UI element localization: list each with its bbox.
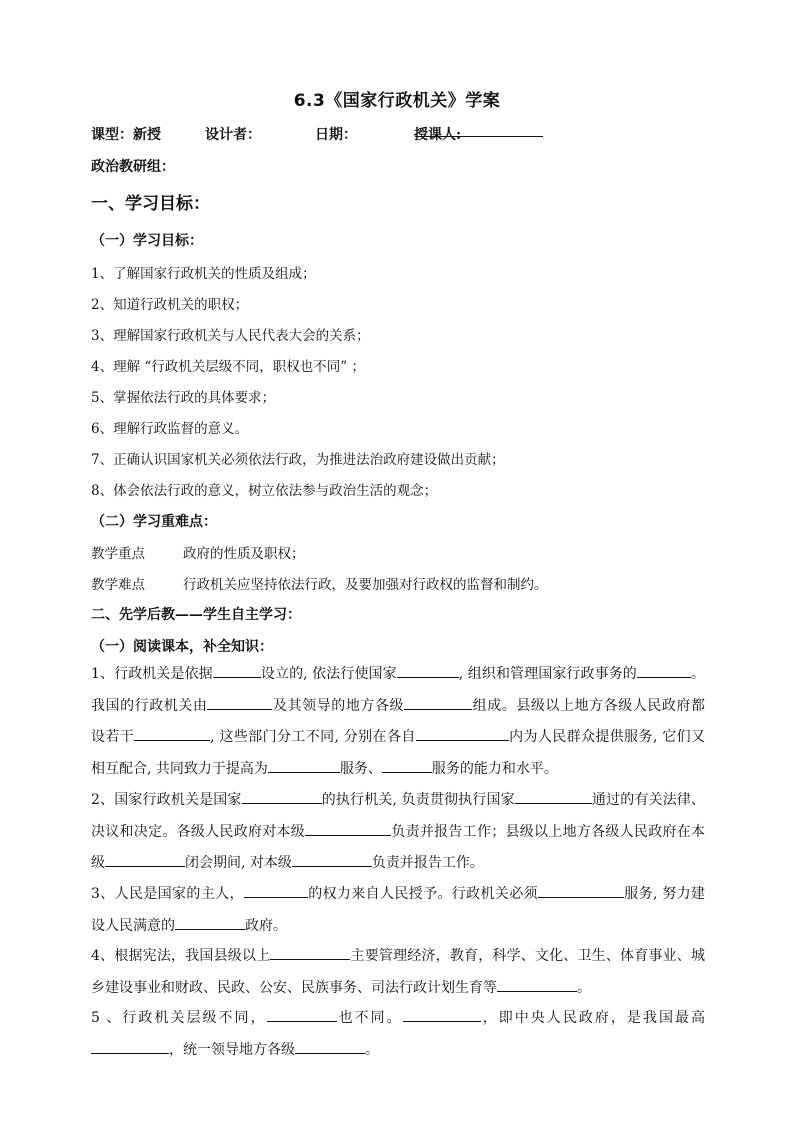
paragraph-line <box>91 754 705 786</box>
text-run: 我国的行政机关由 <box>91 697 208 714</box>
text-run: 负责并报告工作；县级以上地方各级人民政府在本 <box>391 823 706 840</box>
text-run: , 组织和管理国家行政事务的 <box>458 666 637 682</box>
fill-blank[interactable] <box>404 695 472 710</box>
text-run: 服务、 <box>339 760 382 777</box>
text-run: 设人民满意的 <box>91 917 175 934</box>
goal-item: 5、掌握依法行政的具体要求； <box>91 390 276 406</box>
key-point-text: 政府的性质及职权； <box>183 546 305 562</box>
text-run: 级 <box>91 855 105 871</box>
fill-blank[interactable] <box>244 883 308 898</box>
teacher-blank <box>415 124 543 137</box>
text-run: 设若干 <box>91 729 135 745</box>
group-label: 政治教研组： <box>91 159 175 175</box>
fill-paragraph-1 <box>91 659 705 785</box>
text-run: 决议和决定。各级人民政府对本级 <box>91 823 306 840</box>
text-run: ，统一领导地方各级 <box>169 1041 295 1058</box>
fill-blank[interactable] <box>403 1007 481 1022</box>
text-run: 3、人民是国家的主人， <box>91 886 244 902</box>
text-run: 通过的有关法律、 <box>591 792 705 808</box>
text-run: 闭会期间, 对本级 <box>185 855 292 871</box>
key-point-row <box>91 542 305 562</box>
text-run: 主要管理经济，教育，科学、文化、卫生、体育事业、城 <box>350 948 705 964</box>
paragraph-line <box>91 911 705 943</box>
goal-item: 7、正确认识国家机关必须依法行政，为推进法治政府建设做出贡献； <box>91 452 505 468</box>
paragraph-line <box>91 848 705 880</box>
fill-blank[interactable] <box>91 1039 169 1054</box>
goal-item: 3、理解国家行政机关与人民代表大会的关系； <box>91 328 370 344</box>
page-title: 6.3《国家行政机关》学案 <box>293 91 501 111</box>
paragraph-line <box>91 817 705 849</box>
fill-blank[interactable] <box>305 821 391 836</box>
text-run: 2、国家行政机关是国家 <box>91 792 242 808</box>
difficult-point-label: 教学难点 <box>91 577 145 593</box>
text-run: 组成。县级以上地方各级人民政府都 <box>472 697 706 714</box>
paragraph-line <box>91 1003 705 1035</box>
fill-blank[interactable] <box>382 758 432 773</box>
designer-label: 设计者： <box>205 127 261 143</box>
fill-blank[interactable] <box>207 695 272 710</box>
paragraph-line <box>91 941 705 973</box>
fill-blank[interactable] <box>270 945 350 960</box>
fill-blank[interactable] <box>134 726 210 741</box>
text-run: 服务的能力和水平。 <box>431 760 558 777</box>
text-run: , 这些部门分工不同, 分别在各自 <box>210 729 416 745</box>
fill-blank[interactable] <box>538 883 624 898</box>
text-run: 1、行政机关是依据 <box>91 666 213 682</box>
difficult-point-row <box>91 573 548 593</box>
fill-blank[interactable] <box>497 977 577 992</box>
text-run: 。 <box>365 1041 379 1058</box>
text-run: 4、根据宪法，我国县级以上 <box>91 948 271 964</box>
text-run: 的执行机关, 负责贯彻执行国家 <box>321 792 515 808</box>
fill-blank[interactable] <box>175 915 245 930</box>
fill-paragraph-2 <box>91 785 705 880</box>
text-run: 内为人民群众提供服务, 它们又 <box>508 729 705 745</box>
text-run: ，即中央人民政府，是我国最高 <box>480 1010 706 1026</box>
teacher-label: 授课人: <box>414 127 462 143</box>
text-run: 。 <box>577 979 591 996</box>
fill-blank[interactable] <box>242 789 322 804</box>
text-run: 设立的, 依法行使国家 <box>260 666 397 682</box>
paragraph-line <box>91 973 705 1005</box>
text-run: 政府。 <box>245 917 287 934</box>
section1-sub1: （一）学习目标： <box>91 233 203 249</box>
text-run: 5 、行政机关层级不同， <box>91 1010 267 1026</box>
course-type: 课型：新授 <box>91 127 161 143</box>
fill-paragraph-5 <box>91 1003 705 1066</box>
goal-item: 8、体会依法行政的意义，树立依法参与政治生活的观念； <box>91 483 438 499</box>
paragraph-line <box>91 659 705 691</box>
section1-sub2: （二）学习重难点： <box>91 514 217 530</box>
goal-item: 4、理解 “行政机关层级不同，职权也不同” ； <box>91 359 365 375</box>
key-point-label: 教学重点 <box>91 546 145 562</box>
section1-heading: 一、学习目标： <box>91 194 210 214</box>
text-run: 相互配合, 共同致力于提高为 <box>91 760 268 777</box>
text-run: 负责并报告工作。 <box>371 855 484 871</box>
fill-blank[interactable] <box>397 663 459 678</box>
paragraph-line <box>91 722 705 754</box>
date-label: 日期： <box>315 127 357 143</box>
difficult-point-text: 行政机关应坚持依法行政，及要加强对行政权的监督和制约。 <box>183 577 548 593</box>
section2-heading: 二、先学后教——学生自主学习： <box>91 607 301 623</box>
fill-blank[interactable] <box>268 758 340 773</box>
fill-blank[interactable] <box>295 1039 365 1054</box>
goal-item: 1、了解国家行政机关的性质及组成； <box>91 266 316 282</box>
fill-blank[interactable] <box>267 1007 337 1022</box>
fill-paragraph-4 <box>91 941 705 1004</box>
fill-blank[interactable] <box>213 663 261 678</box>
paragraph-line <box>91 1035 705 1067</box>
fill-blank[interactable] <box>292 852 372 867</box>
paragraph-line <box>91 785 705 817</box>
text-run: 也不同。 <box>336 1010 403 1026</box>
fill-blank[interactable] <box>105 852 185 867</box>
paragraph-line <box>91 691 705 723</box>
goal-item: 6、理解行政监督的意义。 <box>91 421 249 437</box>
text-run: 服务, 努力建 <box>623 886 706 902</box>
fill-blank[interactable] <box>637 663 691 678</box>
fill-blank[interactable] <box>515 789 592 804</box>
text-run: 乡建设事业和财政、民政、公安、民族事务、司法行政计划生育等 <box>91 979 497 996</box>
text-run: 及其领导的地方各级 <box>272 697 405 714</box>
fill-paragraph-3 <box>91 879 705 942</box>
fill-blank[interactable] <box>416 726 509 741</box>
paragraph-line <box>91 879 705 911</box>
text-run: 。 <box>690 666 706 682</box>
section2-sub1: （一）阅读课本，补全知识： <box>91 639 273 655</box>
text-run: 的权力来自人民授予。行政机关必须 <box>307 886 538 902</box>
goal-item: 2、知道行政机关的职权； <box>91 297 249 313</box>
